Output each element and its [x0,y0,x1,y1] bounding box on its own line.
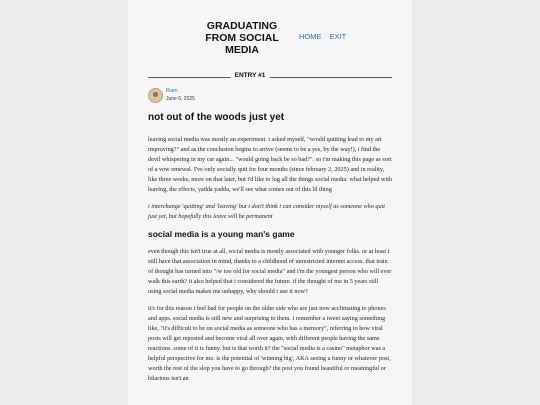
intro-paragraph: leaving social media was mostly an experiment. i asked myself, "would quitting lead to my art improving?" and as the conclusion begins to arrive (seems to be a yes, by the way!), i find the devil whispering in my car again... "would going back be so bad?". so i'm making this page as sort of a vow renewal. I've only socially quit for four months (since february 2, 2025) and in reality, like three weeks, more on that later, but i'd like to log all the things social media: what helped with leaving, the effects, yadda yadda, we'll see what comes out of this lil thing [148,136,393,193]
nav-exit-link[interactable]: EXIT [329,32,347,41]
author-name[interactable]: Ram [166,88,178,94]
site-nav [299,32,352,41]
avatar [148,88,163,103]
italic-note: i interchange 'quitting' and 'leaving' but i don't think i can consider myself as someone who quit just yet, but hopefully this leave will be permanent [148,203,386,220]
nav-home-link[interactable]: HOME [299,32,322,41]
entry-divider [148,77,392,78]
post-title: not out of the woods just yet [148,112,285,123]
entry-label: ENTRY #1 [231,72,270,79]
section-heading: social media is a young man's game [148,229,295,239]
post-date: June 6, 2025 [166,96,195,102]
section-paragraph: even though this isn't true at all, social media is mostly associated with younger folks. or at least i still have that association in mind, thanks to a childhood of unrestricted internet access. that train of thought has turned into "/w too old for social media" and i'm the youngest person who will ever walk this earth? it also helped that i considered the future. if the thought of me in 5 years still using social media makes me unhappy, why should i use it now? [148,248,392,295]
site-header [128,20,412,64]
post-body [148,135,392,391]
page [128,0,412,405]
section-paragraph: it's for this reason i feel bad for people on the older side who are just now acclimating to phones and apps. social media is still new and surprising to them. i remember a tweet saying something like, "it's difficult to be on social media as someone who has a memory", referring to how viral posts will get reposted and become viral all over again, with different people having the same reactions. some of it is funny. but is that worth it? the "social media is a casino" metaphor was a helpful perspective for me. is the potential of 'winning big', AKA seeing a funny or whatever post, worth the rest of the slop you have to go through? the post you found beautiful or meaningful or hilarious isn't an [148,305,391,382]
site-title: GRADUATING FROM SOCIAL MEDIA [205,20,279,56]
